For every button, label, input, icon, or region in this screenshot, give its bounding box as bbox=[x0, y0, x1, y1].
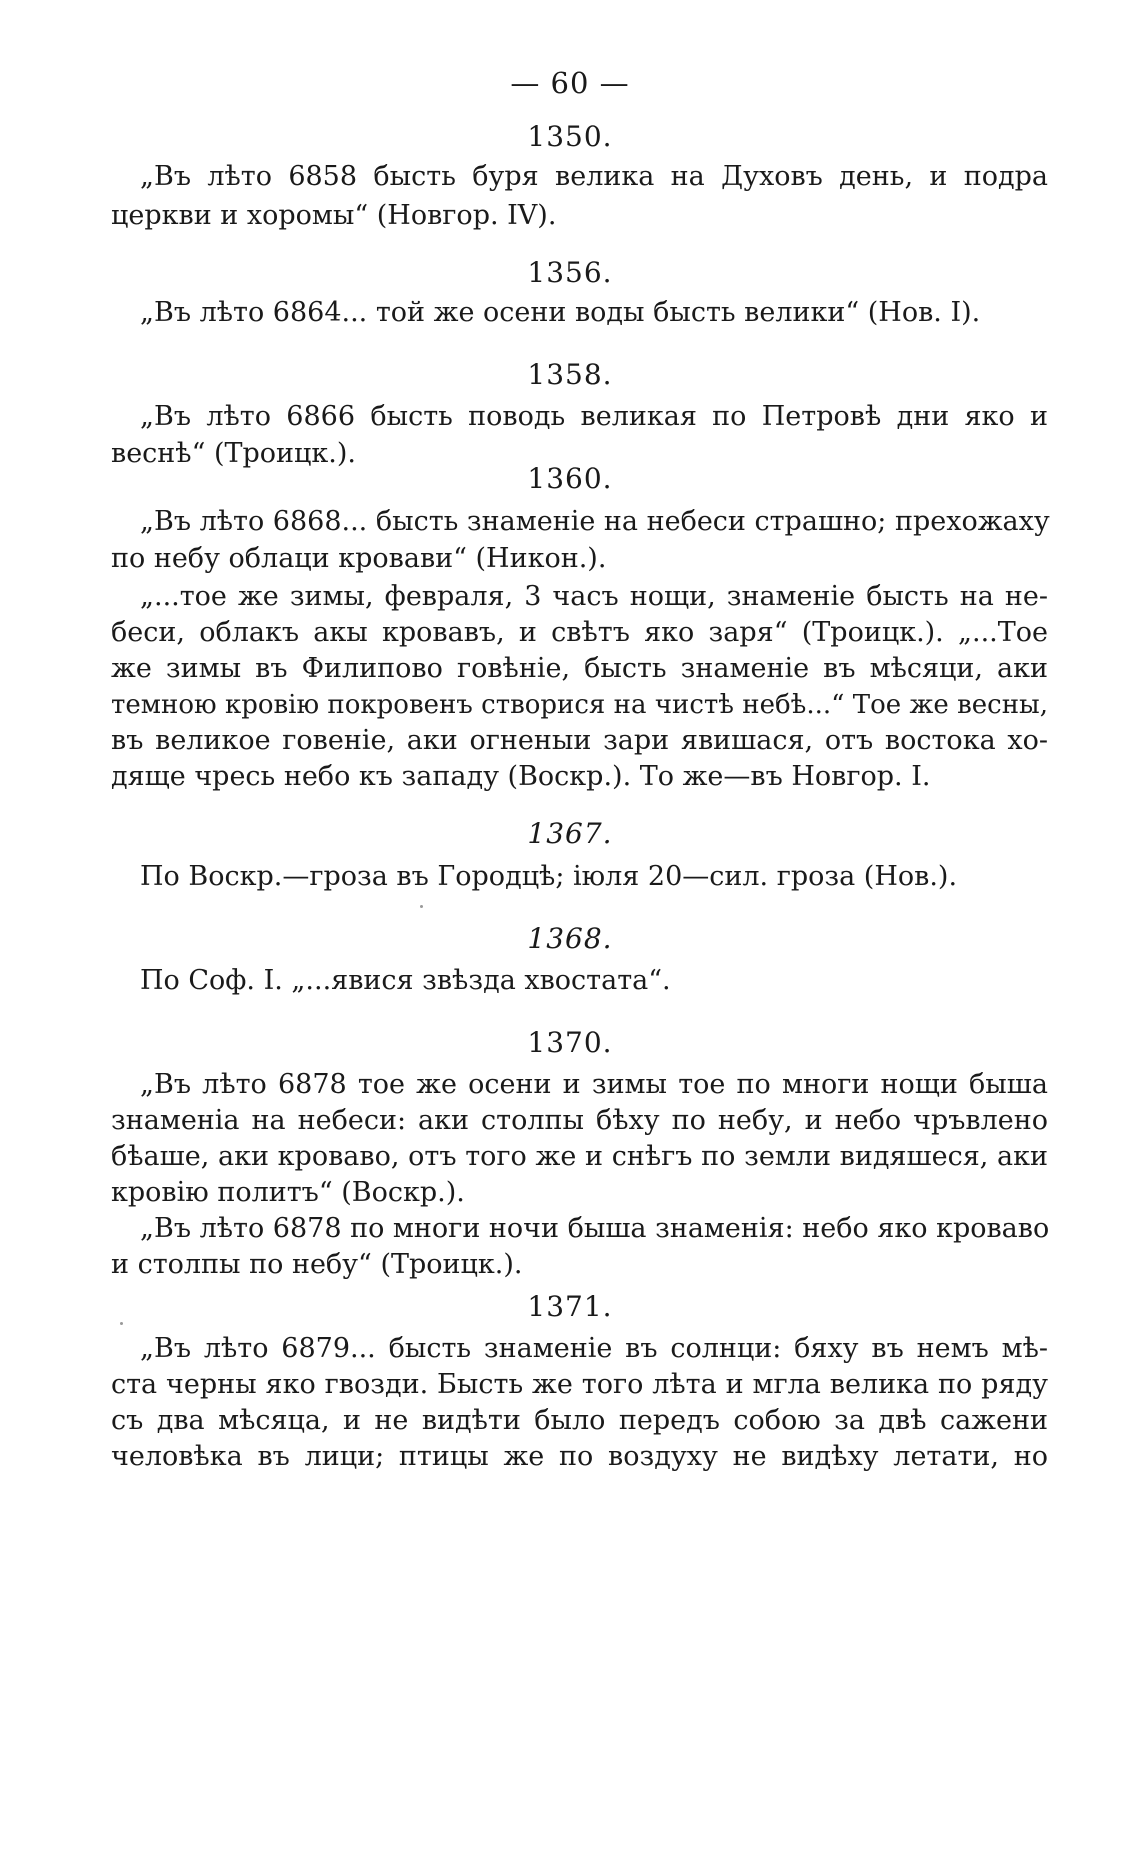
text-line: „Въ лѣто 6879... бысть знаменіе въ солнци: бяху въ немъ мѣ- bbox=[140, 1333, 1048, 1364]
year-heading: 1360. bbox=[527, 462, 613, 495]
text-line: ста черны яко гвозди. Бысть же того лѣта и мгла велика по ряду bbox=[111, 1369, 1048, 1400]
text-line: веснѣ“ (Троицк.). bbox=[111, 438, 356, 469]
text-line: „Въ лѣто 6864... той же осени воды бысть велики“ (Нов. I). bbox=[140, 297, 981, 328]
text-line: „Въ лѣто 6878 тое же осени и зимы тое по многи нощи быша bbox=[140, 1069, 1048, 1100]
year-heading: 1350. bbox=[527, 120, 613, 153]
year-heading: 1371. bbox=[527, 1290, 613, 1323]
text-line: человѣка въ лици; птицы же по воздуху не видѣху летати, но bbox=[111, 1441, 1048, 1472]
scan-speck bbox=[420, 905, 423, 908]
text-line: беси, облакъ акы кровавъ, и свѣтъ яко заря“ (Троицк.). „...Тое bbox=[111, 617, 1048, 648]
text-line: „Въ лѣто 6858 бысть буря велика на Духовъ день, и подра bbox=[140, 161, 1048, 192]
year-heading: 1367. bbox=[527, 817, 613, 850]
year-heading: 1356. bbox=[527, 256, 613, 289]
text-line: церкви и хоромы“ (Новгор. IV). bbox=[111, 200, 557, 231]
year-heading: 1368. bbox=[527, 922, 613, 955]
text-line: „...тое же зимы, февраля, 3 часъ нощи, знаменіе бысть на не- bbox=[140, 581, 1048, 612]
text-line: темною кровію покровенъ створися на чистѣ небѣ...“ Тое же весны, bbox=[111, 690, 1048, 720]
scan-speck bbox=[120, 1322, 123, 1325]
text-line: бѣаше, аки кроваво, отъ того же и снѣгъ по земли видяшеся, аки bbox=[111, 1141, 1048, 1172]
text-line: „Въ лѣто 6868... бысть знаменіе на небеси страшно; прехожаху bbox=[140, 506, 1050, 537]
text-line: „Въ лѣто 6866 бысть поводь великая по Петровѣ дни яко и bbox=[140, 401, 1048, 432]
text-line: въ великое говеніе, аки огненыи зари явишася, отъ востока хо- bbox=[111, 725, 1048, 756]
page-number: — 60 — bbox=[510, 66, 630, 100]
text-line: съ два мѣсяца, и не видѣти было передъ собою за двѣ сажени bbox=[111, 1405, 1048, 1436]
text-line: по небу облаци кровави“ (Никон.). bbox=[111, 543, 607, 574]
text-line: и столпы по небу“ (Троицк.). bbox=[111, 1249, 523, 1280]
text-line: „Въ лѣто 6878 по многи ночи быша знаменія: небо яко кроваво bbox=[140, 1213, 1050, 1244]
year-heading: 1370. bbox=[527, 1026, 613, 1059]
year-heading: 1358. bbox=[527, 358, 613, 391]
text-line: знаменіа на небеси: аки столпы бѣху по небу, и небо чръвлено bbox=[111, 1105, 1048, 1136]
text-line: По Воскр.—гроза въ Городцѣ; іюля 20—сил. гроза (Нов.). bbox=[140, 861, 958, 892]
text-line: кровію политъ“ (Воскр.). bbox=[111, 1177, 465, 1208]
text-line: дяще чресь небо къ западу (Воскр.). То же—въ Новгор. I. bbox=[111, 761, 931, 792]
text-line: же зимы въ Филипово говѣніе, бысть знаменіе въ мѣсяци, аки bbox=[111, 653, 1048, 684]
text-line: По Соф. I. „...явися звѣзда хвостата“. bbox=[140, 965, 671, 996]
